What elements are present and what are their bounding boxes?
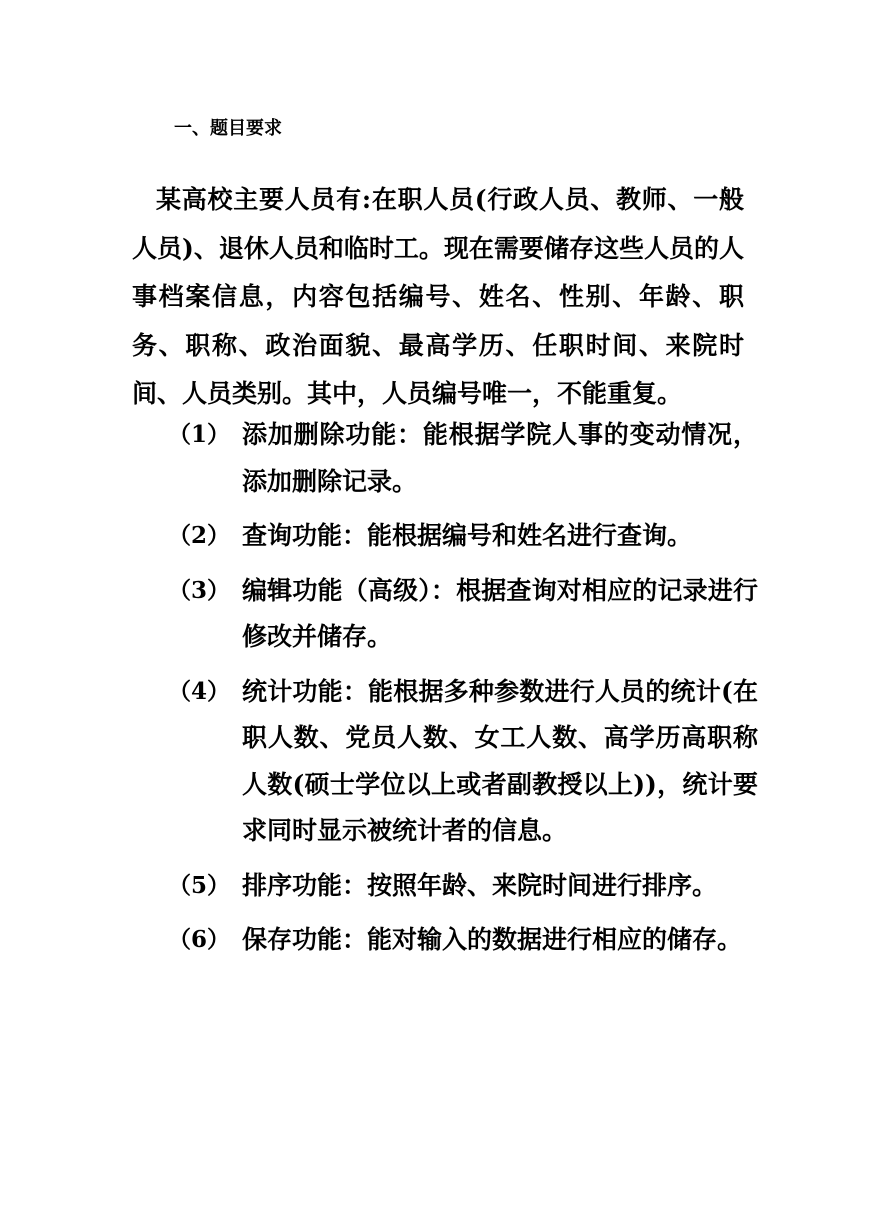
requirement-number: （5） <box>168 871 231 899</box>
requirement-item <box>168 863 758 910</box>
requirement-number: （2） <box>168 522 231 549</box>
requirement-text: 编辑功能（高级）：根据查询对相应的记录进行修改并储存。 <box>242 575 758 651</box>
requirement-text: 查询功能：能根据编号和姓名进行查询。 <box>242 521 693 550</box>
intro-paragraph: 某高校主要人员有:在职人员(行政人员、教师、一般人员)、退休人员和临时工。现在需要储存这些人员的人事档案信息，内容包括编号、姓名、性别、年龄、职务、职称、政治面貌、最高学历、任职时间、来院时间、人员类别。其中，人员编号唯一，不能重复。 <box>132 185 744 408</box>
section-heading: 一、题目要求 <box>174 118 282 139</box>
requirement-item <box>168 917 758 964</box>
requirement-number: （6） <box>168 926 231 953</box>
requirement-number: （4） <box>168 677 231 705</box>
requirement-text: 添加删除功能：能根据学院人事的变动情况，添加删除记录。 <box>242 420 758 496</box>
requirement-item <box>168 412 758 505</box>
requirement-item <box>168 513 758 560</box>
requirement-text: 保存功能：能对输入的数据进行相应的储存。 <box>242 925 743 954</box>
requirement-number: （3） <box>168 576 231 604</box>
requirement-number: （1） <box>168 421 231 448</box>
requirement-text: 排序功能：按照年龄、来院时间进行排序。 <box>242 870 718 900</box>
requirement-item <box>168 568 758 661</box>
requirement-text: 统计功能：能根据多种参数进行人员的统计(在职人数、党员人数、女工人数、高学历高职称人数(硕士学位以上或者副教授以上))，统计要求同时显示被统计者的信息。 <box>242 676 758 845</box>
requirement-item <box>168 669 758 855</box>
requirements-list <box>168 412 758 972</box>
